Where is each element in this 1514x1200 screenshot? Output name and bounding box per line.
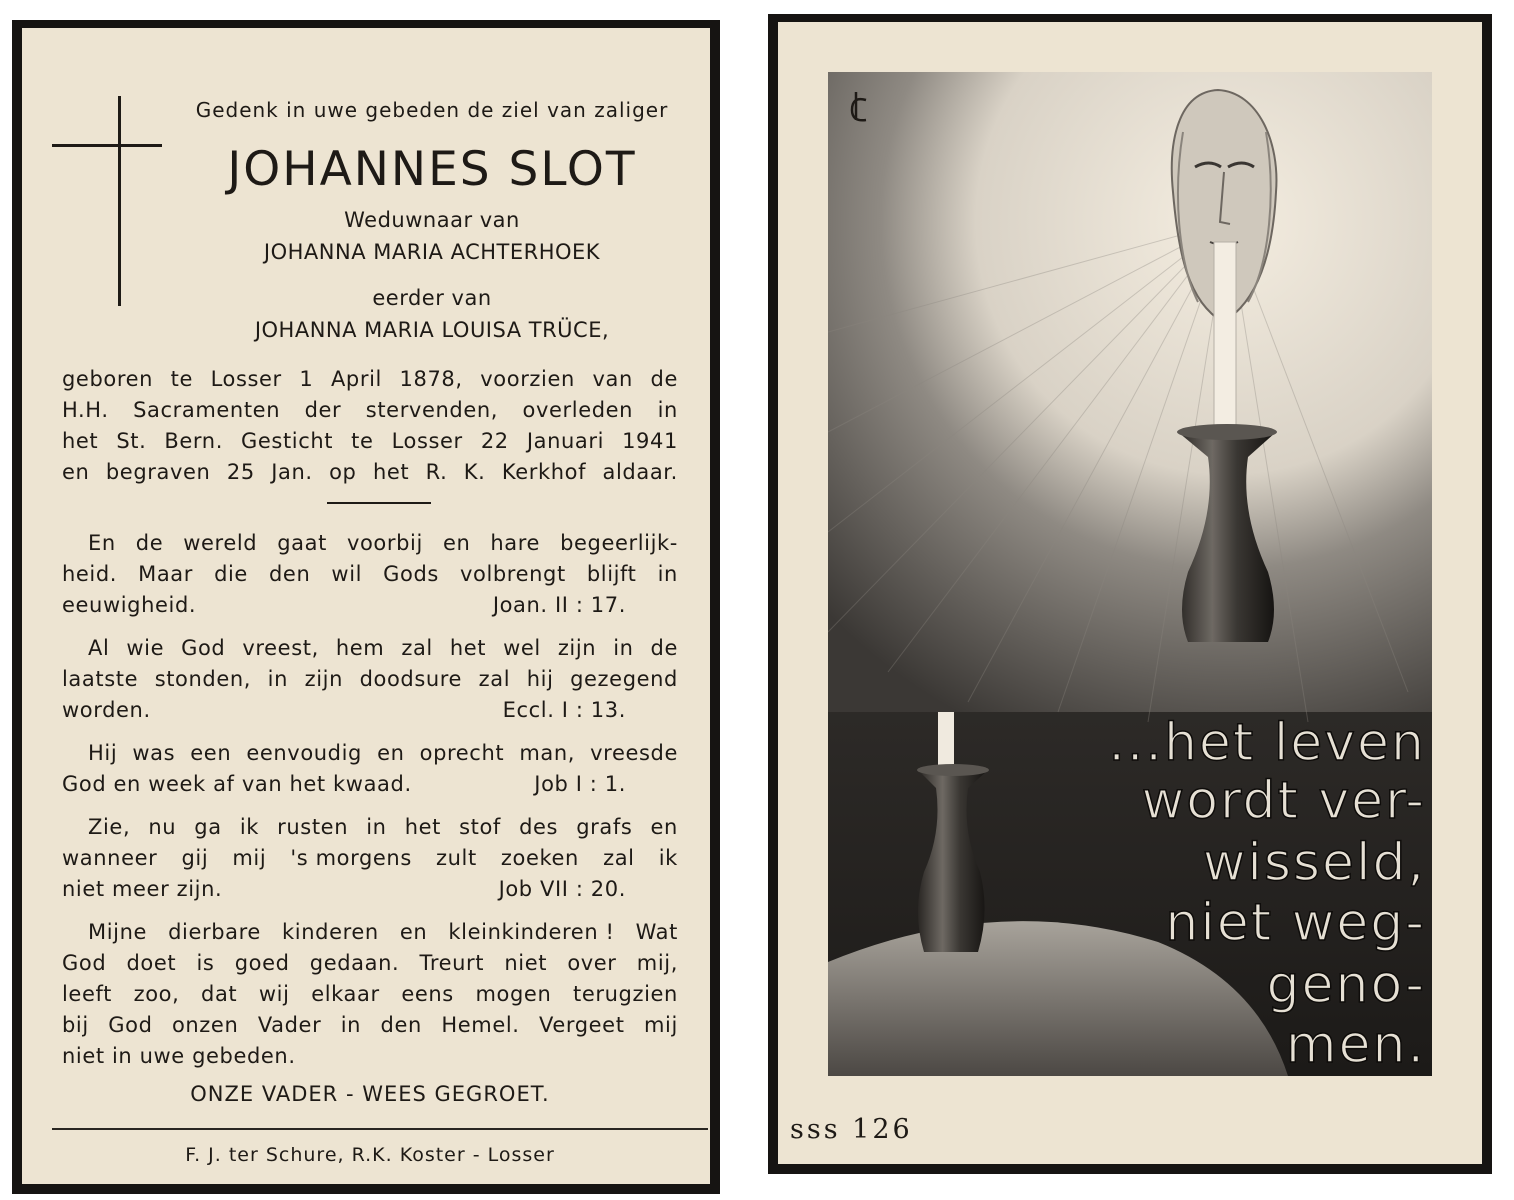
word: Treurt bbox=[419, 951, 485, 975]
word: Hemel. bbox=[441, 1013, 520, 1037]
word: het bbox=[404, 815, 441, 839]
cross-icon-bar bbox=[52, 144, 162, 147]
word: gij bbox=[181, 846, 209, 870]
printer-line: F. J. ter Schure, R.K. Koster - Losser bbox=[185, 1144, 555, 1166]
word: de bbox=[135, 531, 164, 555]
word: wel bbox=[503, 636, 541, 660]
word: een bbox=[190, 741, 232, 765]
large-candle bbox=[1214, 242, 1236, 432]
word: Vergeet bbox=[539, 1013, 625, 1037]
short-divider bbox=[327, 502, 431, 504]
intro-line: Gedenk in uwe gebeden de ziel van zaliger bbox=[195, 98, 669, 122]
word: zijn bbox=[304, 667, 343, 691]
spouse-2-name: JOHANNA MARIA LOUISA TRÜCE, bbox=[254, 318, 610, 342]
memorial-card-image-side bbox=[768, 14, 1492, 1174]
word: hem bbox=[335, 636, 385, 660]
word: doet bbox=[126, 951, 177, 975]
verse-reference: Job VII : 20. bbox=[498, 877, 626, 901]
word: R. bbox=[425, 460, 448, 484]
word: der bbox=[304, 398, 342, 422]
word: blijft bbox=[586, 562, 637, 586]
word: 1878, bbox=[399, 367, 463, 391]
word: voorbij bbox=[346, 531, 423, 555]
text-line bbox=[62, 1010, 678, 1041]
verse-reference: Job I : 1. bbox=[534, 772, 626, 796]
word: te bbox=[351, 429, 374, 453]
verse-last-line bbox=[62, 590, 678, 621]
word: Gesticht bbox=[241, 429, 334, 453]
word: God bbox=[62, 951, 107, 975]
text-line bbox=[62, 364, 678, 395]
word: wereld bbox=[183, 531, 258, 555]
word: gedaan. bbox=[309, 951, 400, 975]
text-line bbox=[62, 948, 678, 979]
word: te bbox=[170, 367, 193, 391]
word: kinderen bbox=[282, 920, 379, 944]
word: van bbox=[592, 367, 633, 391]
verse-text: niet meer zijn. bbox=[62, 877, 223, 901]
word: het bbox=[62, 429, 99, 453]
motto-line: men. bbox=[1285, 1015, 1426, 1075]
bottom-divider bbox=[52, 1128, 708, 1130]
word: laatste bbox=[62, 667, 139, 691]
word: Jan. bbox=[271, 460, 313, 484]
light-halo bbox=[828, 72, 1432, 712]
motto-line: niet weg- bbox=[1165, 893, 1426, 953]
word: in bbox=[613, 636, 634, 660]
card-paper bbox=[22, 28, 710, 1184]
earlier-label: eerder van bbox=[372, 286, 492, 310]
biography-paragraph bbox=[62, 364, 678, 488]
word: niet bbox=[504, 951, 548, 975]
word: en bbox=[442, 531, 471, 555]
text-line bbox=[62, 457, 678, 488]
word: wanneer bbox=[62, 846, 158, 870]
text-line bbox=[62, 664, 678, 695]
word: 's morgens bbox=[290, 846, 412, 870]
text-line bbox=[62, 917, 678, 948]
word: ga bbox=[194, 815, 222, 839]
word: Losser bbox=[391, 429, 463, 453]
word: 22 bbox=[480, 429, 509, 453]
text-line bbox=[62, 738, 678, 769]
word: Wat bbox=[635, 920, 678, 944]
word: man, bbox=[519, 741, 576, 765]
text-line bbox=[62, 843, 678, 874]
verse-last-line bbox=[62, 695, 678, 726]
verse bbox=[62, 917, 678, 1072]
motto-line: wisseld, bbox=[1202, 833, 1426, 893]
word: Sacramenten bbox=[133, 398, 281, 422]
prayer-line: ONZE VADER - WEES GEGROET. bbox=[190, 1082, 550, 1106]
word: in bbox=[366, 815, 387, 839]
word: God bbox=[108, 1013, 153, 1037]
word: mij bbox=[232, 846, 267, 870]
verse-last-line bbox=[62, 1041, 678, 1072]
text-line bbox=[62, 528, 678, 559]
verse bbox=[62, 528, 678, 621]
word: 1941 bbox=[622, 429, 678, 453]
word: Losser bbox=[210, 367, 282, 391]
motto-line: ...het leven bbox=[1108, 713, 1426, 773]
word: Bern. bbox=[164, 429, 223, 453]
word: vreest, bbox=[242, 636, 319, 660]
word: stonden, bbox=[154, 667, 252, 691]
verse-text: eeuwigheid. bbox=[62, 593, 197, 617]
word: ik bbox=[658, 846, 678, 870]
text-line bbox=[62, 395, 678, 426]
word: leeft bbox=[62, 982, 112, 1006]
verse bbox=[62, 633, 678, 726]
word: en bbox=[399, 920, 428, 944]
word: nu bbox=[148, 815, 177, 839]
verse-last-line bbox=[62, 769, 678, 800]
verse-last-line bbox=[62, 874, 678, 905]
word: gaat bbox=[277, 531, 327, 555]
word: de bbox=[650, 636, 678, 660]
card-paper bbox=[778, 22, 1482, 1164]
word: Zie, bbox=[88, 815, 131, 839]
word: hare bbox=[490, 531, 541, 555]
word: zoo, bbox=[133, 982, 180, 1006]
word: oprecht bbox=[419, 741, 505, 765]
word: gezegend bbox=[570, 667, 678, 691]
word: St. bbox=[116, 429, 147, 453]
word: dierbare bbox=[168, 920, 261, 944]
word: begraven bbox=[105, 460, 211, 484]
text-line bbox=[62, 426, 678, 457]
word: heid. bbox=[62, 562, 118, 586]
word: zal bbox=[478, 667, 511, 691]
word: goed bbox=[234, 951, 290, 975]
series-number: sss 126 bbox=[790, 1114, 913, 1145]
word: is bbox=[196, 951, 215, 975]
word: eens bbox=[401, 982, 454, 1006]
word: zal bbox=[401, 636, 433, 660]
word: den bbox=[380, 1013, 422, 1037]
memorial-card-text-side bbox=[12, 20, 720, 1194]
word: die bbox=[214, 562, 248, 586]
motto-line: geno- bbox=[1266, 955, 1426, 1015]
devotional-illustration bbox=[828, 72, 1432, 1076]
text-line bbox=[62, 979, 678, 1010]
word: zult bbox=[436, 846, 477, 870]
word: Maar bbox=[138, 562, 194, 586]
word: en bbox=[377, 741, 405, 765]
text-line bbox=[62, 812, 678, 843]
widower-label: Weduwnaar van bbox=[344, 208, 520, 232]
word: 1 bbox=[299, 367, 314, 391]
spouse-1-name: JOHANNA MARIA ACHTERHOEK bbox=[263, 240, 601, 264]
word: wie bbox=[126, 636, 165, 660]
word: bij bbox=[62, 1013, 89, 1037]
word: en bbox=[62, 460, 90, 484]
word: de bbox=[650, 367, 678, 391]
word: mij, bbox=[636, 951, 678, 975]
verses-block bbox=[62, 528, 678, 1084]
word: mogen bbox=[475, 982, 552, 1006]
word: onzen bbox=[171, 1013, 239, 1037]
word: des bbox=[519, 815, 559, 839]
word: aldaar. bbox=[602, 460, 678, 484]
verse bbox=[62, 738, 678, 800]
word: wil bbox=[331, 562, 363, 586]
word: God bbox=[181, 636, 226, 660]
verse bbox=[62, 812, 678, 905]
word: den bbox=[269, 562, 311, 586]
word: stof bbox=[459, 815, 501, 839]
word: volbrengt bbox=[459, 562, 566, 586]
word: Al bbox=[88, 636, 110, 660]
word: K. bbox=[463, 460, 486, 484]
word: stervenden, bbox=[365, 398, 499, 422]
word: geboren bbox=[62, 367, 154, 391]
cross-icon bbox=[118, 96, 121, 306]
word: April bbox=[330, 367, 382, 391]
word: doodsure bbox=[359, 667, 463, 691]
verse-text: worden. bbox=[62, 698, 151, 722]
word: grafs bbox=[576, 815, 633, 839]
word: Januari bbox=[526, 429, 605, 453]
verse-reference: Eccl. I : 13. bbox=[502, 698, 626, 722]
word: Mijne bbox=[88, 920, 148, 944]
word: eenvoudig bbox=[246, 741, 362, 765]
deceased-name: JOHANNES SLOT bbox=[227, 142, 637, 197]
word: en bbox=[650, 815, 678, 839]
word: het bbox=[449, 636, 487, 660]
word: overleden bbox=[522, 398, 634, 422]
text-line bbox=[62, 633, 678, 664]
word: Kerkhof bbox=[501, 460, 587, 484]
word: in bbox=[340, 1013, 362, 1037]
word: zal bbox=[603, 846, 635, 870]
word: hij bbox=[526, 667, 554, 691]
word: zoeken bbox=[500, 846, 579, 870]
text-line bbox=[62, 559, 678, 590]
small-candle bbox=[938, 712, 954, 770]
word: Hij bbox=[88, 741, 118, 765]
word: zijn bbox=[557, 636, 597, 660]
word: in bbox=[267, 667, 288, 691]
motto-line: wordt ver- bbox=[1141, 771, 1426, 831]
word: terugzien bbox=[573, 982, 678, 1006]
word: vreesde bbox=[590, 741, 678, 765]
word: in bbox=[657, 562, 678, 586]
word: op bbox=[329, 460, 357, 484]
word: wij bbox=[258, 982, 290, 1006]
word: rusten bbox=[277, 815, 349, 839]
word: elkaar bbox=[311, 982, 380, 1006]
word: En bbox=[88, 531, 116, 555]
word: Gods bbox=[383, 562, 439, 586]
word: ik bbox=[239, 815, 260, 839]
verse-reference: Joan. II : 17. bbox=[492, 593, 626, 617]
word: was bbox=[132, 741, 176, 765]
verse-text: niet in uwe gebeden. bbox=[62, 1044, 296, 1068]
word: mij bbox=[643, 1013, 678, 1037]
word: H.H. bbox=[62, 398, 109, 422]
word: over bbox=[567, 951, 617, 975]
word: dat bbox=[201, 982, 238, 1006]
word: kleinkinderen ! bbox=[448, 920, 615, 944]
word: in bbox=[657, 398, 678, 422]
word: het bbox=[372, 460, 410, 484]
word: voorzien bbox=[480, 367, 575, 391]
word: 25 bbox=[226, 460, 255, 484]
word: begeerlijk- bbox=[560, 531, 678, 555]
verse-text: God en week af van het kwaad. bbox=[62, 772, 412, 796]
word: Vader bbox=[257, 1013, 322, 1037]
